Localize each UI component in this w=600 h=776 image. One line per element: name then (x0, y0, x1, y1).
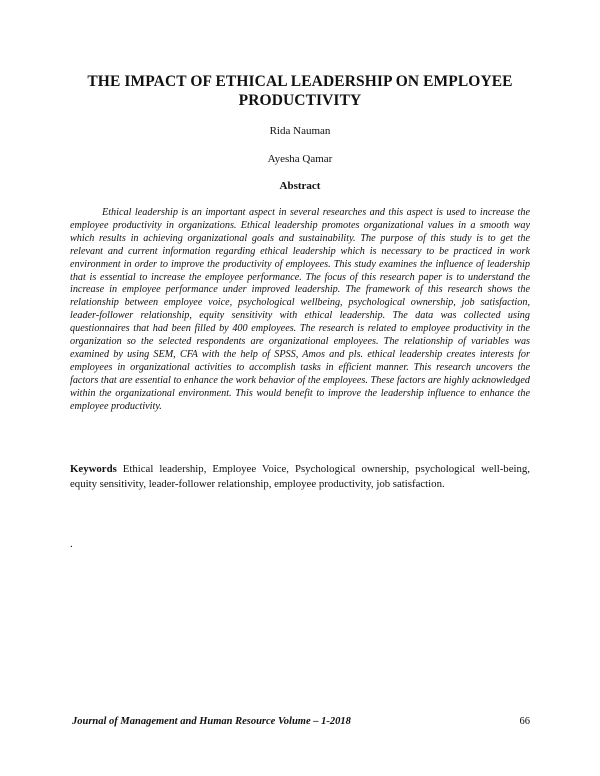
stray-mark: . (70, 538, 73, 550)
journal-footer: Journal of Management and Human Resource Volume – 1-2018 (72, 716, 351, 727)
page-number: 66 (519, 716, 530, 727)
keywords-paragraph (70, 462, 530, 492)
paper-title: THE IMPACT OF ETHICAL LEADERSHIP ON EMPLOYEE PRODUCTIVITY (87, 73, 513, 109)
abstract-heading: Abstract (279, 180, 321, 192)
author-name-1: Rida Nauman (269, 125, 331, 137)
keywords-label: Keywords (70, 463, 117, 475)
keywords-text: Ethical leadership, Employee Voice, Psychological ownership, psychological well-being, equity sensitivity, leader-follower relationship, employee productivity, job satisfaction. (70, 463, 530, 490)
author-name-2: Ayesha Qamar (267, 153, 333, 165)
abstract-text: Ethical leadership is an important aspect in several researches and this aspect is used to increase the employee productivity in organizations. Ethical leadership promotes organizational values in a smooth way which results in achieving organizational goals and sustainability. The purpose of this study is to get the relevant and current information regarding ethical leadership which is necessary to be practiced in work environment in order to improve the productivity of employees. This study examines the influence of leadership that is essential to increase the employee performance. The focus of this research paper is to understand the increase in employee performance under improved leadership. The framework of this research shows the relationship between employee voice, psychological wellbeing, psychological ownership, job satisfaction, leader-follower relationship, equity sensitivity with ethical leadership. The data was collected using questionnaires that had been filled by 400 employees. The research is related to employee productivity in the organization so the selected respondents are organizational employees. The relationship of variables was examined by using SEM, CFA with the help of SPSS, Amos and pls. ethical leadership creates interests for employees in organizational activities to accomplish tasks in efficient manner. This research uncovers the factors that are essential to enhance the work behavior of the employees. These factors are highly acknowledged within the organizational environment. This would benefit to improve the leadership influence to enhance the employee productivity. (70, 207, 530, 412)
